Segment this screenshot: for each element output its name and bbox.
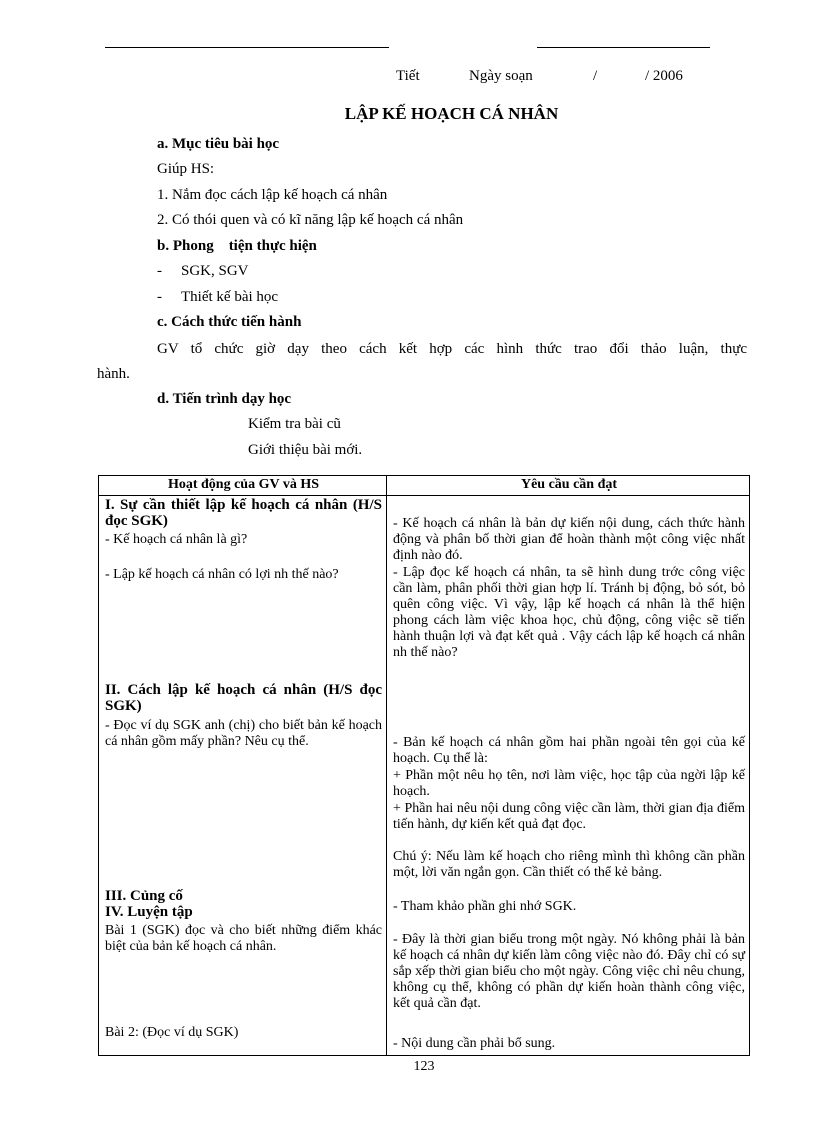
exercise-1: Bài 1 (SGK) đọc và cho biết những điểm khác biệt của bản kế hoạch cá nhân. [105,923,382,954]
question-1: - Kế hoạch cá nhân là gì? [105,532,248,547]
answer-3: - Bản kế hoạch cá nhân gồm hai phần ngoài tên gọi của kế hoạch. Cụ thể là: [393,735,745,766]
section-b-dash-2: - [157,289,162,305]
activities-cell [99,496,387,1056]
question-2: - Lập kế hoạch cá nhân có lợi nh thế nào? [105,567,339,582]
answer-2: - Lập đọc kế hoạch cá nhân, ta sẽ hình dung trớc công việc cần làm, phân phối thời gian hợp lí. Tránh bị động, bỏ sót, bỏ quên công việc. Vì vậy, lập kế hoạch cá nhân là thể hiện phong cách làm việc khoa học, chủ động, công việc sẽ tiến hành thuận lợi và đạt kết quả . Vậy cách lập kế hoạch cá nhân nh thế nào? [393,565,745,660]
section-d-item-2: Giới thiệu bài mới. [248,442,363,458]
header-slash: / [593,68,598,84]
page-number: 123 [413,1059,435,1074]
answer-8: - Đây là thời gian biểu trong một ngày. Nó không phải là bản kế hoạch cá nhân dự kiến làm công việc nào đó. Đây chỉ có sự sắp xếp thời gian biểu cho một ngày. Công việc chỉ nêu chung, không cụ thể, không có phần dự kiến hoàn thành công việc, kết quả cần đạt. [393,932,745,1011]
section-a-item-2: 2. Có thói quen và có kĩ năng lập kế hoạch cá nhân [157,212,464,228]
section-4-title: IV. Luyện tập [105,904,193,920]
header-rule-right [537,47,710,48]
section-3-title: III. Củng cố [105,888,183,904]
section-c-line-2: hành. [97,366,130,382]
col-header-activities: Hoạt động của GV và HS [99,476,387,496]
question-3: - Đọc ví dụ SGK anh (chị) cho biết bản kế hoạch cá nhân gồm mấy phần? Nêu cụ thể. [105,718,382,749]
section-c-line-1: GV tổ chức giờ dạy theo cách kết hợp các hình thức trao đổi thảo luận, thực [157,341,747,357]
section-a-intro: Giúp HS: [157,161,215,177]
lesson-table [98,475,750,1056]
header-tiet: Tiết [396,68,420,84]
header-rule-left [105,47,389,48]
section-1-title: I. Sự cần thiết lập kế hoạch cá nhân (H/S đọc SGK) [105,497,382,529]
section-2-title: II. Cách lập kế hoạch cá nhân (H/S đọc SGK) [105,682,382,714]
answer-1: - Kế hoạch cá nhân là bản dự kiến nội dung, cách thức hành động và phân bố thời gian để hoàn thành một công việc nhất định nào đó. [393,516,745,563]
section-b-item-2: Thiết kế bài học [181,289,279,305]
page-title: LẬP KẾ HOẠCH CÁ NHÂN [344,104,559,123]
section-a-heading: a. Mục tiêu bài học [157,136,280,152]
answer-7: - Tham khảo phần ghi nhớ SGK. [393,899,577,914]
section-d-heading: d. Tiến trình dạy học [157,391,292,407]
answer-4: + Phần một nêu họ tên, nơi làm việc, học tập của ngời lập kế hoạch. [393,768,745,799]
section-c-heading: c. Cách thức tiến hành [157,314,302,330]
header-date: / 2006 [645,68,683,84]
col-header-requirements: Yêu cầu cần đạt [387,476,750,496]
header-ngay-soan: Ngày soạn [469,68,533,84]
section-b-dash-1: - [157,263,162,279]
answer-6: Chú ý: Nếu làm kế hoạch cho riêng mình thì không cần phần một, lời văn ngắn gọn. Cần thiết có thể kẻ bảng. [393,849,745,880]
requirements-cell [387,496,750,1056]
answer-9: - Nội dung cần phải bổ sung. [393,1036,556,1051]
section-a-item-1: 1. Nắm đọc cách lập kế hoạch cá nhân [157,187,388,203]
exercise-2: Bài 2: (Đọc ví dụ SGK) [105,1025,239,1040]
section-b-item-1: SGK, SGV [181,263,249,279]
section-d-item-1: Kiểm tra bài cũ [248,416,341,432]
section-b-heading: b. Phong tiện thực hiện [157,238,317,254]
answer-5: + Phần hai nêu nội dung công việc cần làm, thời gian địa điểm tiến hành, dự kiến kết quả đạt đọc. [393,801,745,832]
